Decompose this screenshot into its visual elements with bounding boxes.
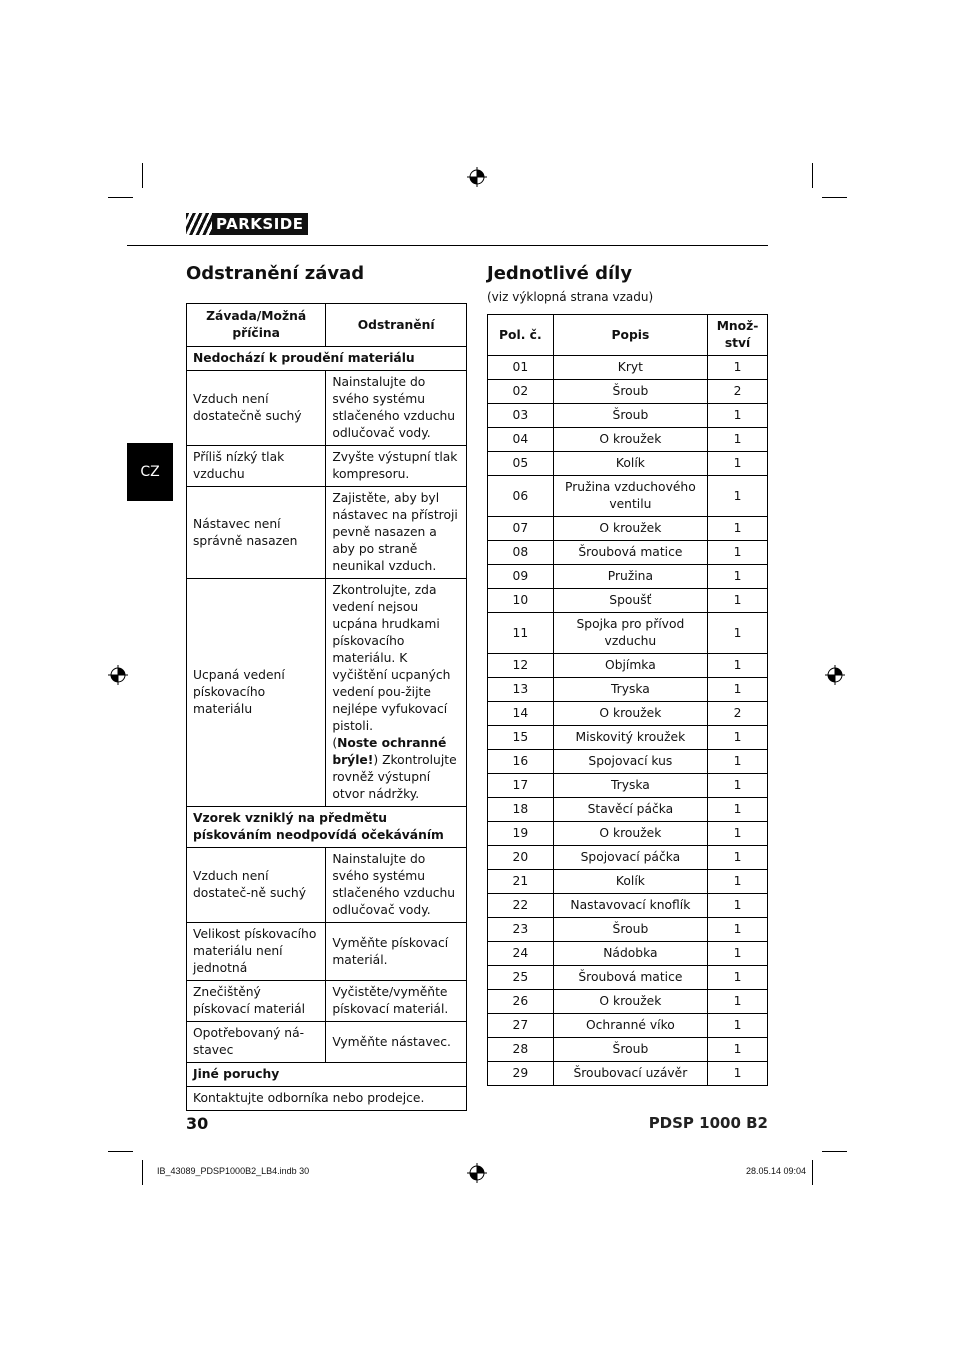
table-row <box>488 476 768 517</box>
col-header-qty: Množ-ství <box>708 315 768 356</box>
section-heading: Jiné poruchy <box>187 1063 467 1087</box>
part-description: Nádobka <box>553 942 707 966</box>
part-number: 03 <box>488 404 554 428</box>
fault-cell: Vzduch není dostatečně suchý <box>187 371 326 446</box>
table-row <box>488 654 768 678</box>
part-quantity: 2 <box>708 380 768 404</box>
remedy-cell: Nainstalujte do svého systému stlačeného vzduchu odlučovač vody. <box>326 371 467 446</box>
table-row <box>488 942 768 966</box>
part-number: 16 <box>488 750 554 774</box>
part-number: 11 <box>488 613 554 654</box>
part-description: O kroužek <box>553 702 707 726</box>
table-row <box>488 404 768 428</box>
remedy-cell: Zajistěte, aby byl nástavec na přístroji pevně nasazen a aby po straně neunikal vzduch. <box>326 487 467 579</box>
part-description: Šroubovací uzávěr <box>553 1062 707 1086</box>
part-description: O kroužek <box>553 428 707 452</box>
part-number: 22 <box>488 894 554 918</box>
fault-cell: Vzduch není dostateč-ně suchý <box>187 848 326 923</box>
page-number: 30 <box>186 1114 209 1133</box>
part-number: 10 <box>488 589 554 613</box>
crop-mark <box>812 163 813 188</box>
part-number: 15 <box>488 726 554 750</box>
registration-mark-icon <box>467 167 487 187</box>
part-quantity: 1 <box>708 452 768 476</box>
part-number: 20 <box>488 846 554 870</box>
part-description: Šroubová matice <box>553 541 707 565</box>
fault-cell: Velikost pískovacího materiálu není jednotná <box>187 923 326 981</box>
part-number: 05 <box>488 452 554 476</box>
part-number: 18 <box>488 798 554 822</box>
remedy-cell: Vyměňte nástavec. <box>326 1022 467 1063</box>
part-quantity: 1 <box>708 1038 768 1062</box>
part-quantity: 1 <box>708 942 768 966</box>
part-quantity: 1 <box>708 476 768 517</box>
col-header-fault: Závada/Možná příčina <box>187 304 326 347</box>
part-quantity: 1 <box>708 678 768 702</box>
remedy-cell: Nainstalujte do svého systému stlačeného vzduchu odlučovač vody. <box>326 848 467 923</box>
part-quantity: 1 <box>708 541 768 565</box>
remedy-text: Zkontrolujte, zda vedení nejsou ucpána hrudkami pískovacího materiálu. K vyčištění ucpaných vedení pou-žijte nejlépe vyfukovací pistoli. <box>332 583 451 733</box>
part-description: Šroubová matice <box>553 966 707 990</box>
part-quantity: 1 <box>708 565 768 589</box>
part-description: Pružina vzduchového ventilu <box>553 476 707 517</box>
part-quantity: 1 <box>708 966 768 990</box>
col-header-pos: Pol. č. <box>488 315 554 356</box>
fault-cell: Příliš nízký tlak vzduchu <box>187 446 326 487</box>
crop-mark <box>812 1160 813 1185</box>
table-row <box>488 918 768 942</box>
remedy-warning: Noste ochranné brýle! <box>332 736 447 767</box>
part-number: 14 <box>488 702 554 726</box>
table-row <box>488 517 768 541</box>
table-row <box>488 380 768 404</box>
part-quantity: 1 <box>708 613 768 654</box>
part-description: Spojka pro přívod vzduchu <box>553 613 707 654</box>
part-number: 24 <box>488 942 554 966</box>
remedy-cell <box>326 579 467 807</box>
table-row <box>488 726 768 750</box>
part-description: Objímka <box>553 654 707 678</box>
model-name: PDSP 1000 B2 <box>648 1114 768 1132</box>
registration-mark-icon <box>108 665 128 685</box>
part-quantity: 1 <box>708 798 768 822</box>
section-heading: Nedochází k proudění materiálu <box>187 347 467 371</box>
part-quantity: 1 <box>708 846 768 870</box>
table-row <box>488 798 768 822</box>
parts-title: Jednotlivé díly <box>487 263 633 284</box>
part-description: O kroužek <box>553 990 707 1014</box>
part-description: Kryt <box>553 356 707 380</box>
remedy-cell: Kontaktujte odborníka nebo prodejce. <box>187 1087 467 1111</box>
part-description: Spojovací páčka <box>553 846 707 870</box>
part-number: 02 <box>488 380 554 404</box>
part-number: 12 <box>488 654 554 678</box>
part-quantity: 1 <box>708 894 768 918</box>
part-description: Spoušť <box>553 589 707 613</box>
part-description: Kolík <box>553 452 707 476</box>
part-description: Stavěcí páčka <box>553 798 707 822</box>
header-rule <box>127 245 768 246</box>
part-quantity: 1 <box>708 404 768 428</box>
table-row <box>488 702 768 726</box>
part-quantity: 2 <box>708 702 768 726</box>
table-row <box>488 589 768 613</box>
table-row <box>488 750 768 774</box>
part-number: 26 <box>488 990 554 1014</box>
crop-mark <box>108 197 133 198</box>
part-quantity: 1 <box>708 822 768 846</box>
registration-mark-icon <box>467 1163 487 1183</box>
part-quantity: 1 <box>708 428 768 452</box>
crop-mark <box>142 1160 143 1185</box>
fault-cell: Znečištěný pískovací materiál <box>187 981 326 1022</box>
part-number: 19 <box>488 822 554 846</box>
remedy-cell: Zvyšte výstupní tlak kompresoru. <box>326 446 467 487</box>
col-header-desc: Popis <box>553 315 707 356</box>
part-number: 27 <box>488 1014 554 1038</box>
part-description: Šroub <box>553 380 707 404</box>
table-row <box>488 846 768 870</box>
table-row <box>488 870 768 894</box>
table-row <box>488 678 768 702</box>
remedy-text: ) Zkontrolujte rovněž výstupní otvor nádržky. <box>332 753 457 801</box>
part-quantity: 1 <box>708 1062 768 1086</box>
fault-cell: Opotřebovaný ná-stavec <box>187 1022 326 1063</box>
table-row <box>488 565 768 589</box>
remedy-text: ( <box>332 736 338 750</box>
fault-cell: Nástavec není správně nasazen <box>187 487 326 579</box>
part-number: 09 <box>488 565 554 589</box>
part-description: Miskovitý kroužek <box>553 726 707 750</box>
table-row <box>488 822 768 846</box>
registration-mark-icon <box>825 665 845 685</box>
part-quantity: 1 <box>708 870 768 894</box>
part-number: 01 <box>488 356 554 380</box>
part-description: Šroub <box>553 404 707 428</box>
fault-cell: Ucpaná vedení pískovacího materiálu <box>187 579 326 807</box>
language-tab: CZ <box>127 443 173 501</box>
table-row <box>488 774 768 798</box>
table-row <box>488 428 768 452</box>
parts-table <box>487 314 768 1086</box>
crop-mark <box>822 1151 847 1152</box>
table-row <box>488 1014 768 1038</box>
parts-subtitle: (viz výklopná strana vzadu) <box>487 290 654 304</box>
part-number: 17 <box>488 774 554 798</box>
part-number: 08 <box>488 541 554 565</box>
part-quantity: 1 <box>708 726 768 750</box>
part-number: 23 <box>488 918 554 942</box>
file-slug: IB_43089_PDSP1000B2_LB4.indb 30 <box>157 1166 310 1176</box>
remedy-cell: Vyčistěte/vyměňte pískovací materiál. <box>326 981 467 1022</box>
part-quantity: 1 <box>708 1014 768 1038</box>
table-row <box>488 966 768 990</box>
part-number: 28 <box>488 1038 554 1062</box>
table-row <box>488 613 768 654</box>
table-row <box>488 894 768 918</box>
part-quantity: 1 <box>708 990 768 1014</box>
table-row <box>488 541 768 565</box>
crop-mark <box>822 197 847 198</box>
remedy-cell: Vyměňte pískovací materiál. <box>326 923 467 981</box>
part-quantity: 1 <box>708 517 768 541</box>
part-description: Šroub <box>553 918 707 942</box>
part-quantity: 1 <box>708 589 768 613</box>
part-description: Ochranné víko <box>553 1014 707 1038</box>
part-description: Nastavovací knoflík <box>553 894 707 918</box>
part-description: Tryska <box>553 774 707 798</box>
part-quantity: 1 <box>708 654 768 678</box>
part-quantity: 1 <box>708 774 768 798</box>
troubleshooting-table <box>186 303 467 1111</box>
table-row <box>488 990 768 1014</box>
section-heading: Vzorek vzniklý na předmětu pískováním neodpovídá očekáváním <box>187 807 467 848</box>
part-number: 13 <box>488 678 554 702</box>
table-row <box>488 1062 768 1086</box>
date-slug: 28.05.14 09:04 <box>745 1166 806 1176</box>
part-quantity: 1 <box>708 918 768 942</box>
part-number: 07 <box>488 517 554 541</box>
part-quantity: 1 <box>708 356 768 380</box>
part-description: O kroužek <box>553 517 707 541</box>
logo-stripes-icon <box>186 213 212 235</box>
part-quantity: 1 <box>708 750 768 774</box>
logo-text: PARKSIDE <box>216 215 304 233</box>
table-row <box>488 356 768 380</box>
table-row <box>488 1038 768 1062</box>
troubleshooting-title: Odstranění závad <box>186 263 365 284</box>
part-number: 21 <box>488 870 554 894</box>
part-description: Tryska <box>553 678 707 702</box>
crop-mark <box>142 163 143 188</box>
part-number: 04 <box>488 428 554 452</box>
crop-mark <box>108 1151 133 1152</box>
part-number: 29 <box>488 1062 554 1086</box>
table-row <box>488 452 768 476</box>
part-number: 06 <box>488 476 554 517</box>
part-description: Šroub <box>553 1038 707 1062</box>
part-description: O kroužek <box>553 822 707 846</box>
part-description: Pružina <box>553 565 707 589</box>
part-description: Kolík <box>553 870 707 894</box>
part-description: Spojovací kus <box>553 750 707 774</box>
part-number: 25 <box>488 966 554 990</box>
col-header-remedy: Odstranění <box>326 304 467 347</box>
parkside-logo <box>186 213 308 235</box>
